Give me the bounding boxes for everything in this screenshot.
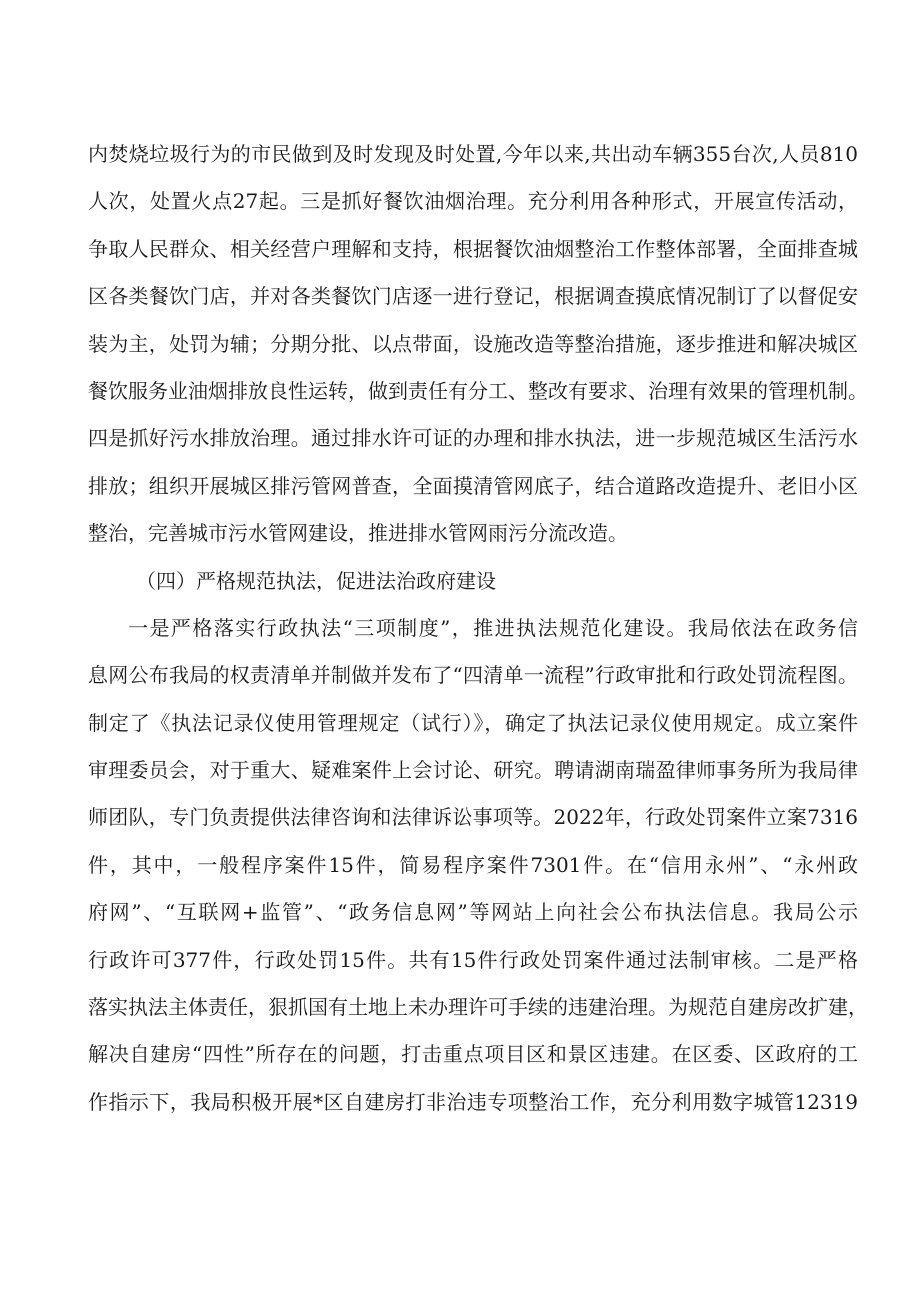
text-line: 内焚烧垃圾行为的市民做到及时发现及时处置,今年以来,共出动车辆355台次,人员810 [88, 142, 858, 166]
text-line: 制定了《执法记录仪使用管理规定（试行）》，确定了执法记录仪使用规定。成立案件 [88, 710, 858, 735]
text-line: 区各类餐饮门店，并对各类餐饮门店逐一进行登记，根据调查摸底情况制订了以督促安 [88, 284, 858, 309]
text-line: 一是严格落实行政执法“三项制度”，推进执法规范化建设。我局依法在政务信 [128, 615, 858, 640]
text-line: 争取人民群众、相关经营户理解和支持，根据餐饮油烟整治工作整体部署，全面排查城 [88, 236, 858, 261]
text-line: 人次，处置火点27起。三是抓好餐饮油烟治理。充分利用各种形式，开展宣传活动， [88, 189, 858, 214]
text-line: 整治，完善城市污水管网建设，推进排水管网雨污分流改造。 [88, 521, 628, 546]
text-line: 餐饮服务业油烟排放良性运转，做到责任有分工、整改有要求、治理有效果的管理机制。 [88, 378, 868, 403]
text-line: 件，其中，一般程序案件15件，简易程序案件7301件。在“信用永州”、“永州政 [88, 852, 858, 877]
text-line: 落实执法主体责任，狠抓国有土地上未办理许可手续的违建治理。为规范自建房改扩建， [88, 995, 868, 1020]
text-line: 作指示下，我局积极开展*区自建房打非治违专项整治工作，充分利用数字城管12319 [88, 1089, 858, 1114]
text-line: 师团队，专门负责提供法律咨询和法律诉讼事项等。2022年，行政处罚案件立案7316 [88, 805, 858, 830]
text-line: 行政许可377件，行政处罚15件。共有15件行政处罚案件通过法制审核。二是严格 [88, 947, 858, 972]
text-line: 审理委员会，对于重大、疑难案件上会讨论、研究。聘请湖南瑞盈律师事务所为我局律 [88, 758, 858, 783]
document-body [88, 138, 868, 1133]
text-line: 解决自建房“四性”所存在的问题，打击重点项目区和景区违建。在区委、区政府的工 [88, 1042, 858, 1067]
text-line: 府网”、“互联网+监管”、“政务信息网”等网站上向社会公布执法信息。我局公示 [88, 900, 858, 925]
text-line: 排放；组织开展城区排污管网普查，全面摸清管网底子，结合道路改造提升、老旧小区 [88, 473, 858, 498]
text-line: 装为主，处罚为辅；分期分批、以点带面，设施改造等整治措施，逐步推进和解决城区 [88, 331, 858, 356]
text-line: 息网公布我局的权责清单并制做并发布了“四清单一流程”行政审批和行政处罚流程图。 [88, 663, 858, 688]
text-line: 四是抓好污水排放治理。通过排水许可证的办理和排水执法，进一步规范城区生活污水 [88, 426, 858, 451]
section-heading: （四）严格规范执法，促进法治政府建设 [136, 568, 496, 593]
